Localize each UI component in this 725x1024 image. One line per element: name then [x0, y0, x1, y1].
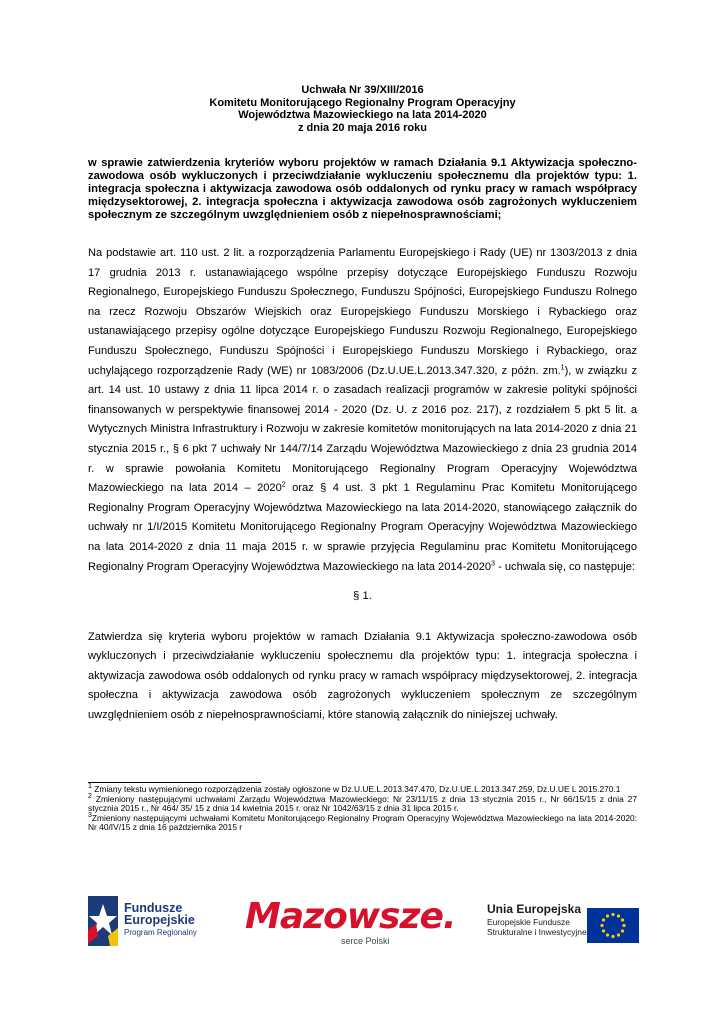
resolution-title — [90, 84, 635, 134]
footnote-separator — [88, 782, 261, 783]
section-mark: § 1. — [353, 590, 372, 602]
eu-flag-icon — [587, 908, 639, 943]
mazowsze-wordmark: Mazowsze. — [245, 896, 456, 937]
title-line-number: Uchwała Nr 39/XIII/2016 — [301, 84, 424, 96]
footnote-3 — [88, 811, 637, 833]
footnote-marker: 3 — [88, 811, 92, 819]
unia-europejska-logo — [487, 902, 657, 947]
title-line-date: z dnia 20 maja 2016 roku — [297, 121, 427, 134]
fe-program-label: Program Regionalny — [124, 928, 197, 937]
footnote-text: Zmiany tekstu wymienionego rozporządzenia zostały ogłoszone w Dz.U.UE.L.2013.347.470, Dz.U.UE.L.2013.347.259, Dz.U.UE L 2015.270.1 — [91, 784, 621, 794]
mazowsze-tagline: serce Polski — [341, 936, 390, 946]
legal-basis-part1: Na podstawie art. 110 ust. 2 lit. a rozporządzenia Parlamentu Europejskiego i Rady (UE) nr 1303/2013 z dnia 17 grudnia 2013 r. ustanawiającego wspólne przepisy dotyczące Europejskiego Funduszu Rozwoju Regionalnego, Europejskiego Funduszu Społecznego, Funduszu Spójności, Europejskiego Funduszu Rolnego na rzecz Rozwoju Obszarów Wiejskich oraz Europejskiego Funduszu Morskiego i Rybackiego oraz ustanawiającego przepisy ogólne dotyczące Europejskiego Funduszu Rozwoju Regionalnego, Europejskiego Funduszu Społecznego, Funduszu Spójności i Europejskiego Funduszu Morskiego i Rybackiego, oraz uchylającego rozporządzenie Rady (WE) nr 1083/2006 (Dz.U.UE.L.2013.347.320, z późn. zm. — [88, 247, 637, 377]
legal-basis — [88, 244, 637, 577]
footnote-ref-3[interactable]: 3 — [491, 559, 495, 567]
ue-name: Unia Europejska — [487, 902, 582, 916]
footnote-ref-1[interactable]: 1 — [560, 363, 565, 371]
fe-name-line2: Europejskie — [124, 913, 195, 927]
legal-basis-part2: ), w związku z art. 14 ust. 10 ustawy z dnia 11 lipca 2014 r. o zasadach realizacji programów w zakresie polityki spójności finansowanych w perspektywie finansowej 2014 - 2020 (Dz. U. z 2016 poz. 217), z rozdziałem 5 pkt 5 lit. a Wytycznych Ministra Infrastruktury i Rozwoju w zakresie komitetów monitorujących na lata 2014-2020 z dnia 21 stycznia 2015 r., § 6 pkt 7 uchwały Nr 144/7/14 Zarządu Województwa Mazowieckiego z dnia 23 grudnia 2014 r. w sprawie powołania Komitetu Monitorującego Regionalny Program Operacyjny Województwa Mazowieckiego na lata 2014 – 2020 — [88, 364, 637, 495]
logo-bar — [0, 888, 725, 968]
footnote-marker: 1 — [88, 783, 92, 791]
fe-name-line1: Fundusze — [124, 901, 183, 915]
fundusze-europejskie-logo — [88, 896, 228, 951]
footnote-text: Zmieniony następującymi uchwałami Komitetu Monitorującego Regionalny Program Operacyjny Województwa Mazowieckiego na lata 2014-2020: Nr 40/IV/15 z dnia 16 października 2015 r — [88, 812, 637, 833]
legal-basis-part4: - uchwala się, co następuje: — [495, 560, 635, 573]
resolution-subject: w sprawie zatwierdzenia kryteriów wyboru projektów w ramach Działania 9.1 Aktywizacja społeczno-zawodowa osób wykluczonych i przeciwdziałanie wykluczeniu społecznemu dla projektów typu: 1. integracja społeczna i aktywizacja zawodowa osób oddalonych od rynku pracy w ramach współpracy międzysektorowej, 2. integracja społeczna i aktywizacja zawodowa osób zagrożonych wykluczeniem społecznym ze szczególnym uwzględnieniem osób z niepełnosprawnościami; — [88, 157, 637, 221]
title-line-committee: Komitetu Monitorującego Regionalny Program Operacyjny — [209, 96, 516, 109]
footnote-2 — [88, 792, 637, 814]
ue-fund-line1: Europejskie Fundusze — [487, 917, 570, 927]
title-line-region: Województwa Mazowieckiego na lata 2014-2020 — [238, 109, 487, 121]
footnote-marker: 2 — [88, 792, 92, 800]
footnotes — [88, 785, 637, 833]
footnote-ref-2[interactable]: 2 — [281, 481, 286, 489]
mazowsze-logo — [245, 896, 456, 956]
resolution-body: Zatwierdza się kryteria wyboru projektów w ramach Działania 9.1 Aktywizacja społeczno-zawodowa osób wykluczonych i przeciwdziałanie wykluczeniu społecznemu dla projektów typu: 1. integracja społeczna i aktywizacja zawodowa osób oddalonych od rynku pracy w ramach współpracy międzysektorowej, 2. integracja społeczna i aktywizacja zawodowa osób zagrożonych wykluczeniem społecznym ze szczególnym uwzględnieniem osób z niepełnosprawnościami, które stanowią załącznik do niniejszej uchwały. — [88, 631, 637, 721]
fe-star-icon — [88, 896, 118, 946]
legal-basis-part3: oraz § 4 ust. 3 pkt 1 Regulaminu Prac Komitetu Monitorującego Regionalny Program Operacyjny Województwa Mazowieckiego na lata 2014-2020, stanowiącego załącznik do uchwały nr 1/I/2015 Komitetu Monitorującego Regionalny Program Operacyjny Województwa Mazowieckiego na lata 2014-2020 z dnia 11 maja 2015 r. w sprawie przyjęcia Regulaminu prac Komitetu Monitorującego Regionalny Program Operacyjny Województwa Mazowieckiego na lata 2014-2020 — [88, 482, 637, 573]
ue-fund-line2: Strukturalne i Inwestycyjne — [487, 927, 587, 937]
footnote-text: Zmieniony następującymi uchwałami Zarządu Województwa Mazowieckiego: Nr 23/11/15 z dnia 13 stycznia 2015 r., Nr 66/15/15 z dnia 27 stycznia 2015 r., Nr 464/ 35/ 15 z dnia 14 kwietnia 2015 r. oraz Nr 1042/63/15 z dnia 31 lipca 2015 r. — [88, 793, 637, 814]
